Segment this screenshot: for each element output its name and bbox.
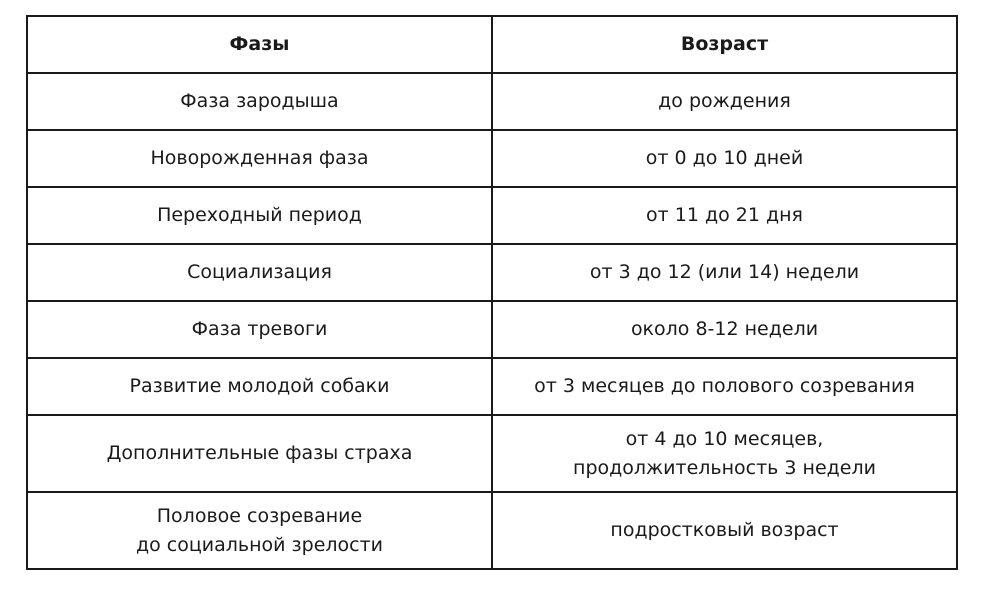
- age-text: подростковый возраст: [610, 519, 839, 541]
- phase-text: Фаза тревоги: [191, 318, 328, 340]
- phase-text: Фаза зародыша: [180, 90, 339, 112]
- age-cell: [492, 130, 957, 187]
- age-text: от 0 до 10 дней: [645, 147, 804, 169]
- phase-text: Социализация: [187, 261, 332, 283]
- phase-cell: [27, 415, 492, 492]
- phase-cell: [27, 187, 492, 244]
- age-text: от 3 месяцев до полового созревания: [534, 375, 915, 397]
- table-row: [27, 358, 957, 415]
- phase-cell: [27, 492, 492, 569]
- age-text-line-1: от 4 до 10 месяцев,: [625, 427, 824, 450]
- age-text: от 3 до 12 (или 14) недели: [589, 261, 860, 283]
- table-row: [27, 187, 957, 244]
- age-cell: [492, 244, 957, 301]
- table-row: [27, 130, 957, 187]
- table-row: [27, 492, 957, 569]
- phases-table: [26, 15, 958, 570]
- age-cell: [492, 492, 957, 569]
- phase-cell: [27, 358, 492, 415]
- age-text-line-2: продолжительность 3 недели: [573, 456, 876, 479]
- age-text: от 11 до 21 дня: [646, 204, 803, 226]
- table-row: [27, 301, 957, 358]
- age-cell: [492, 358, 957, 415]
- table-row: [27, 415, 957, 492]
- phase-cell: [27, 130, 492, 187]
- phase-cell: [27, 244, 492, 301]
- phase-text: Новорожденная фаза: [150, 147, 369, 169]
- age-text: около 8-12 недели: [630, 318, 819, 340]
- age-cell: [492, 415, 957, 492]
- age-cell: [492, 73, 957, 130]
- phase-cell: [27, 73, 492, 130]
- age-cell: [492, 187, 957, 244]
- phase-text-line-1: Половое созревание: [156, 504, 363, 527]
- phase-text-line-2: до социальной зрелости: [135, 533, 384, 556]
- phase-text: Развитие молодой собаки: [129, 375, 390, 397]
- table-row: [27, 73, 957, 130]
- phase-text: Дополнительные фазы страха: [106, 442, 413, 464]
- phase-cell: [27, 301, 492, 358]
- table-row: [27, 244, 957, 301]
- age-text: до рождения: [658, 90, 791, 112]
- age-cell: [492, 301, 957, 358]
- table-header-row: [27, 16, 957, 73]
- phase-text: Переходный период: [157, 204, 362, 226]
- header-phase: Фазы: [27, 16, 492, 73]
- header-age: Возраст: [492, 16, 957, 73]
